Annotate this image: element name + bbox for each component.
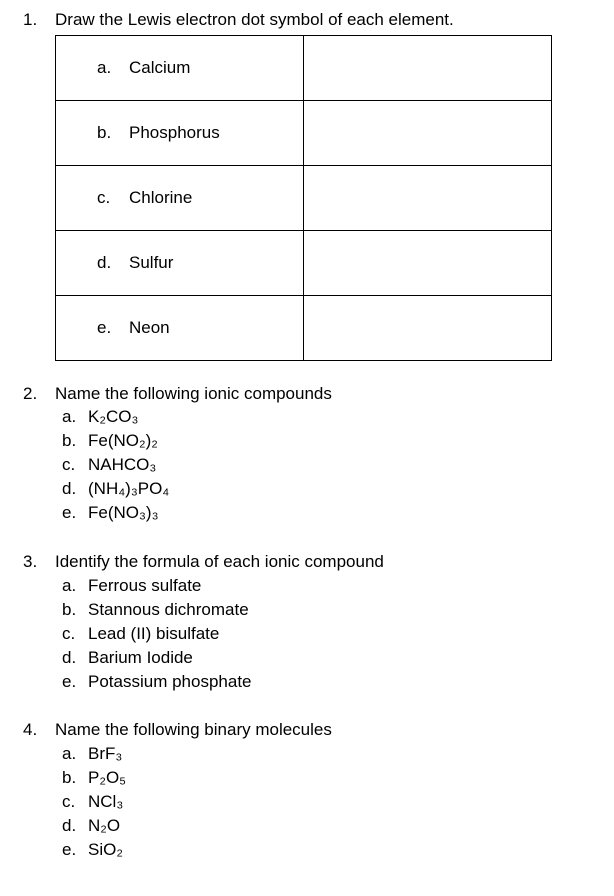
compound-name: Stannous dichromate — [88, 600, 249, 619]
item-letter: a. — [97, 58, 112, 77]
table-row — [56, 36, 552, 101]
question-4-heading — [23, 720, 332, 740]
compound-name: Potassium phosphate — [88, 672, 252, 691]
item-letter: c. — [62, 792, 76, 811]
table-row — [56, 166, 552, 231]
molecule-formula: P₂O₅ — [88, 768, 127, 787]
item-letter: c. — [97, 188, 111, 207]
question-number: 3. — [23, 552, 38, 571]
question-3-heading — [23, 552, 384, 572]
element-label-cell — [56, 296, 304, 361]
item-letter: c. — [62, 624, 76, 643]
question-title: Name the following ionic compounds — [55, 384, 332, 403]
list-item — [62, 598, 252, 622]
table-row — [56, 296, 552, 361]
question-1-heading — [23, 10, 454, 30]
compound-name: Barium Iodide — [88, 648, 193, 667]
element-name: Neon — [129, 318, 170, 337]
list-item — [62, 453, 169, 477]
list-item — [62, 670, 252, 694]
list-item — [62, 405, 169, 429]
answer-cell[interactable] — [304, 36, 552, 101]
answer-cell[interactable] — [304, 101, 552, 166]
table-row — [56, 101, 552, 166]
lewis-dot-table — [55, 35, 552, 361]
molecule-formula: BrF₃ — [88, 744, 123, 763]
item-letter: d. — [62, 648, 77, 667]
question-4-list — [62, 742, 126, 862]
item-letter: a. — [62, 576, 77, 595]
element-name: Calcium — [129, 58, 191, 77]
list-item — [62, 766, 126, 790]
element-name: Phosphorus — [129, 123, 220, 142]
compound-name: Lead (II) bisulfate — [88, 624, 220, 643]
item-letter: a. — [62, 407, 77, 426]
compound-formula: NAHCO₃ — [88, 455, 157, 474]
item-letter: e. — [62, 672, 77, 691]
question-3-list — [62, 574, 252, 694]
item-letter: b. — [97, 123, 112, 142]
compound-formula: (NH₄)₃PO₄ — [88, 479, 170, 498]
question-2-list — [62, 405, 169, 525]
molecule-formula: NCl₃ — [88, 792, 124, 811]
compound-formula: Fe(NO₂)₂ — [88, 431, 158, 450]
item-letter: e. — [62, 840, 77, 859]
element-label-cell — [56, 101, 304, 166]
element-name: Sulfur — [129, 253, 174, 272]
element-label-cell — [56, 166, 304, 231]
table-row — [56, 231, 552, 296]
answer-cell[interactable] — [304, 296, 552, 361]
compound-formula: K₂CO₃ — [88, 407, 139, 426]
answer-cell[interactable] — [304, 166, 552, 231]
item-letter: e. — [97, 318, 112, 337]
list-item — [62, 646, 252, 670]
item-letter: d. — [62, 816, 77, 835]
item-letter: d. — [62, 479, 77, 498]
element-label-cell — [56, 36, 304, 101]
item-letter: b. — [62, 768, 77, 787]
list-item — [62, 477, 169, 501]
item-letter: b. — [62, 431, 77, 450]
compound-formula: Fe(NO₃)₃ — [88, 503, 159, 522]
list-item — [62, 838, 126, 862]
list-item — [62, 501, 169, 525]
question-title: Identify the formula of each ionic compound — [55, 552, 384, 571]
list-item — [62, 790, 126, 814]
compound-name: Ferrous sulfate — [88, 576, 202, 595]
answer-cell[interactable] — [304, 231, 552, 296]
item-letter: c. — [62, 455, 76, 474]
question-number: 2. — [23, 384, 38, 403]
item-letter: a. — [62, 744, 77, 763]
question-title: Draw the Lewis electron dot symbol of each element. — [55, 10, 454, 29]
list-item — [62, 814, 126, 838]
item-letter: d. — [97, 253, 112, 272]
item-letter: b. — [62, 600, 77, 619]
list-item — [62, 742, 126, 766]
item-letter: e. — [62, 503, 77, 522]
list-item — [62, 622, 252, 646]
element-name: Chlorine — [129, 188, 193, 207]
question-title: Name the following binary molecules — [55, 720, 332, 739]
question-number: 1. — [23, 10, 38, 29]
question-number: 4. — [23, 720, 38, 739]
list-item — [62, 574, 252, 598]
molecule-formula: SiO₂ — [88, 840, 123, 859]
molecule-formula: N₂O — [88, 816, 121, 835]
list-item — [62, 429, 169, 453]
element-label-cell — [56, 231, 304, 296]
question-2-heading — [23, 384, 332, 404]
